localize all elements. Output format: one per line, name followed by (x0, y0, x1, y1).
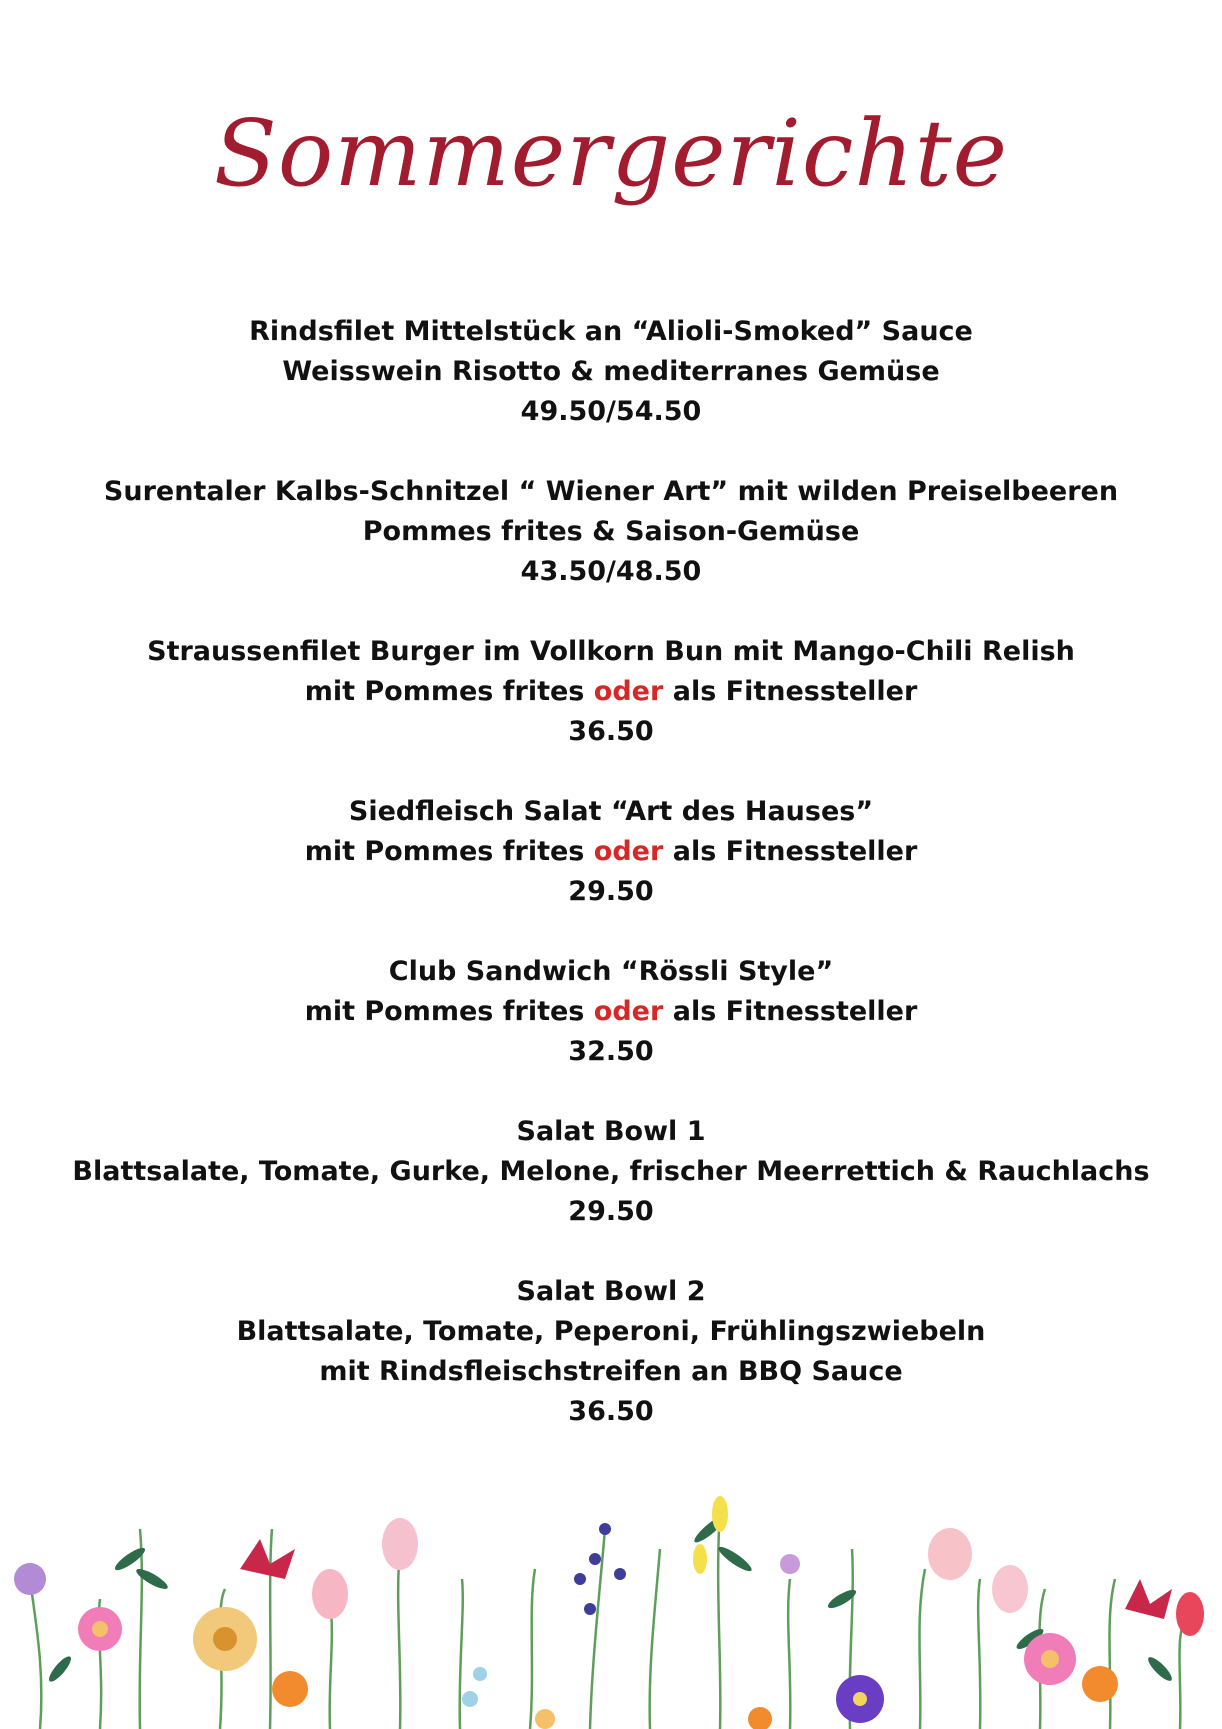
dish-description (0, 992, 1222, 1032)
dish-name: Salat Bowl 1 (516, 1116, 706, 1147)
dish-name: Straussenfilet Burger im Vollkorn Bun mit Mango-Chili Relish (147, 636, 1075, 667)
dish-description (0, 832, 1222, 872)
menu-item-salat-bowl-2 (0, 1272, 1222, 1432)
side-option-fries: mit Pommes frites (304, 676, 585, 707)
dish-price: 36.50 (568, 716, 654, 747)
dish-price: 29.50 (568, 1196, 654, 1227)
dish-name: Surentaler Kalbs-Schnitzel “ Wiener Art” mit wilden Preiselbeeren (103, 476, 1119, 507)
side-option-fitness: als Fitnessteller (672, 996, 918, 1027)
dish-price: 49.50/54.50 (520, 396, 702, 427)
wildflower-border-icon (0, 1469, 1222, 1729)
dish-description: Pommes frites & Saison-Gemüse (362, 516, 860, 547)
dish-description: Weisswein Risotto & mediterranes Gemüse (282, 356, 940, 387)
dish-name: Siedfleisch Salat “Art des Hauses” (348, 796, 874, 827)
side-option-fries: mit Pommes frites (304, 996, 585, 1027)
dish-description: Blattsalate, Tomate, Gurke, Melone, frischer Meerrettich & Rauchlachs (72, 1156, 1150, 1187)
menu-item-siedfleisch-salat (0, 792, 1222, 912)
dish-name: Salat Bowl 2 (516, 1276, 706, 1307)
dish-name: Club Sandwich “Rössli Style” (388, 956, 834, 987)
or-highlight: oder (593, 996, 664, 1027)
side-option-fitness: als Fitnessteller (672, 676, 918, 707)
menu-item-club-sandwich (0, 952, 1222, 1072)
dish-description: Blattsalate, Tomate, Peperoni, Frühlingszwiebeln (236, 1316, 986, 1347)
menu-item-rindsfilet (0, 312, 1222, 432)
page-title: Sommergerichte (213, 100, 1009, 207)
menu-list (0, 312, 1222, 1472)
or-highlight: oder (593, 676, 664, 707)
side-option-fitness: als Fitnessteller (672, 836, 918, 867)
dish-price: 32.50 (568, 1036, 654, 1067)
menu-item-straussenfilet-burger (0, 632, 1222, 752)
dish-price: 43.50/48.50 (520, 556, 702, 587)
dish-price: 29.50 (568, 876, 654, 907)
dish-description-2: mit Rindsfleischstreifen an BBQ Sauce (319, 1356, 903, 1387)
dish-price: 36.50 (568, 1396, 654, 1427)
dish-description (0, 672, 1222, 712)
side-option-fries: mit Pommes frites (304, 836, 585, 867)
menu-item-salat-bowl-1 (0, 1112, 1222, 1232)
menu-item-kalbs-schnitzel (0, 472, 1222, 592)
dish-name: Rindsfilet Mittelstück an “Alioli-Smoked” Sauce (249, 316, 973, 347)
or-highlight: oder (593, 836, 664, 867)
